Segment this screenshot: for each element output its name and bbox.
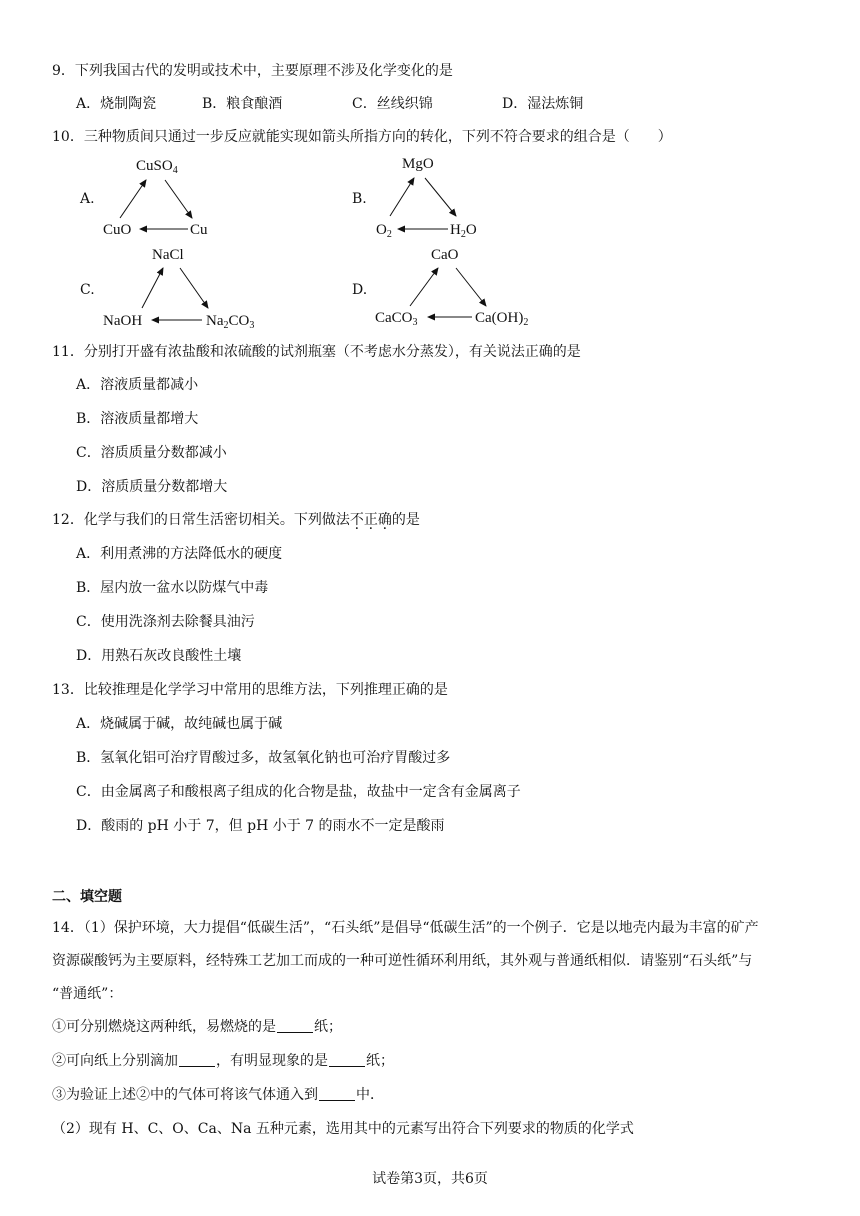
q12-stem: 12．化学与我们的日常生活密切相关。下列做法不正确的是 [52, 512, 420, 528]
diagram-d-right: $Ca(OH)_2$ [475, 310, 529, 328]
q11-option-c: C．溶质质量分数都减小 [76, 445, 227, 461]
diagram-c-right: $Na_2CO_3$ [206, 313, 255, 331]
diagram-b-right: $H_2O$ [450, 222, 477, 240]
q9-option-c: C．丝线织锦 [352, 96, 433, 112]
diagram-b-top: MgO [402, 156, 434, 172]
diagram-c-top: NaCl [152, 247, 184, 263]
arrow-d-left-top [410, 268, 438, 306]
arrow-a-top-right [165, 180, 192, 218]
q11-option-d: D．溶质质量分数都增大 [76, 479, 228, 495]
q13-stem: 13．比较推理是化学学习中常用的思维方法，下列推理正确的是 [52, 682, 448, 698]
arrow-c-left-top [142, 268, 163, 308]
q13-option-d: D．酸雨的 pH 小于 7，但 pH 小于 7 的雨水不一定是酸雨 [76, 818, 445, 834]
q11-option-a: A．溶液质量都减小 [76, 377, 199, 393]
page-footer: 试卷第3页，共6页 [372, 1171, 488, 1187]
q12-option-d: D．用熟石灰改良酸性土壤 [76, 648, 242, 664]
q11-stem: 11．分别打开盛有浓盐酸和浓硫酸的试剂瓶塞（不考虑水分蒸发），有关说法正确的是 [52, 344, 581, 360]
diagram-a-left: CuO [103, 222, 132, 238]
q14-part2: （2）现有 H、C、O、Ca、Na 五种元素，选用其中的元素写出符合下列要求的物质的化学式 [52, 1121, 634, 1137]
q9-option-b: B．粮食酿酒 [202, 96, 283, 112]
q14-line3: “普通纸”： [52, 986, 123, 1002]
answer-blank[interactable] [319, 1086, 355, 1101]
q12-option-a: A．利用煮沸的方法降低水的硬度 [76, 546, 283, 562]
q14-line1: 14．（1）保护环境，大力提倡“低碳生活”，“石头纸”是倡导“低碳生活”的一个例子．它是以地壳内最为丰富的矿产 [52, 920, 759, 936]
q14-sub2: ②可向纸上分别滴加 ，有明显现象的是 纸； [52, 1053, 394, 1069]
q11-option-b: B．溶液质量都增大 [76, 411, 199, 427]
q13-option-a: A．烧碱属于碱，故纯碱也属于碱 [76, 716, 283, 732]
arrow-a-left-top [120, 180, 146, 218]
arrow-d-top-right [456, 268, 486, 306]
arrow-c-top-right [180, 268, 208, 308]
diagram-a-top: CuSO$_4$ [136, 158, 178, 176]
q9-stem: 9．下列我国古代的发明或技术中，主要原理不涉及化学变化的是 [52, 63, 453, 79]
diagram-a-right: Cu [190, 222, 208, 238]
diagram-d-left: CaCO$_3$ [375, 310, 418, 328]
q10-label-c: C. [80, 282, 95, 298]
diagram-b-left: $O_2$ [376, 222, 392, 240]
answer-blank[interactable] [277, 1018, 313, 1033]
q10-label-d: D. [352, 282, 368, 298]
diagram-d-top: CaO [431, 247, 459, 263]
q10-label-b: B. [352, 191, 367, 207]
q9-option-d: D．湿法炼铜 [502, 96, 584, 112]
q9-option-a: A．烧制陶瓷 [76, 96, 157, 112]
q13-option-c: C．由金属离子和酸根离子组成的化合物是盐，故盐中一定含有金属离子 [76, 784, 521, 800]
q14-sub1: ①可分别燃烧这两种纸，易燃烧的是 纸； [52, 1019, 342, 1035]
q12-option-c: C．使用洗涤剂去除餐具油污 [76, 614, 255, 630]
arrow-b-left-top [390, 178, 414, 216]
section-title: 二、填空题 [52, 889, 122, 905]
answer-blank[interactable] [179, 1052, 215, 1067]
q12-option-b: B．屋内放一盆水以防煤气中毒 [76, 580, 269, 596]
answer-blank[interactable] [329, 1052, 365, 1067]
q14-line2: 资源碳酸钙为主要原料，经特殊工艺加工而成的一种可逆性循环利用纸，其外观与普通纸相似．请鉴别“石头纸”与 [52, 953, 753, 969]
q10-stem: 10．三种物质间只通过一步反应就能实现如箭头所指方向的转化，下列不符合要求的组合是（ ） [52, 129, 672, 145]
diagram-c-left: NaOH [103, 313, 143, 329]
arrow-b-top-right [425, 178, 456, 216]
q13-option-b: B．氢氧化铝可治疗胃酸过多，故氢氧化钠也可治疗胃酸过多 [76, 750, 451, 766]
q10-label-a: A. [80, 191, 95, 207]
q14-sub3: ③为验证上述②中的气体可将该气体通入到 中． [52, 1087, 384, 1103]
